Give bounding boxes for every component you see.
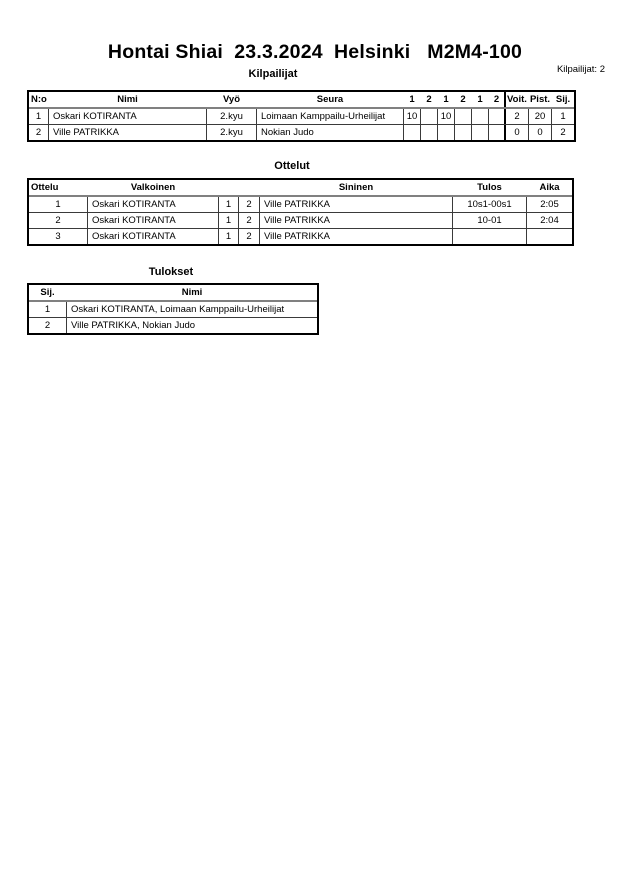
match-row bbox=[29, 197, 572, 213]
place-cell: 1 bbox=[560, 111, 566, 122]
competitor-row bbox=[29, 109, 574, 125]
score-cell bbox=[438, 125, 455, 140]
results-section-title: Tulokset bbox=[148, 266, 194, 278]
col-header-place: Sij. bbox=[555, 94, 571, 105]
result-cell: 10-01 bbox=[453, 213, 527, 228]
matches-header-row bbox=[29, 180, 572, 197]
col-header-no: N:o bbox=[31, 94, 47, 105]
competitor-belt-cell: 2.kyu bbox=[207, 109, 257, 124]
blue-number-cell: 2 bbox=[239, 229, 260, 244]
result-place-cell: 2 bbox=[29, 318, 67, 333]
competitor-row bbox=[29, 125, 574, 140]
col-header-blue-no bbox=[239, 180, 260, 195]
score-cell bbox=[489, 125, 506, 140]
competitor-number-cell: 1 bbox=[29, 109, 49, 124]
blue-number-cell: 2 bbox=[239, 213, 260, 228]
blue-name-cell: Ville PATRIKKA bbox=[260, 197, 453, 212]
wins-cell: 2 bbox=[506, 109, 529, 124]
competitor-club-cell: Loimaan Kamppailu-Urheilijat bbox=[257, 109, 404, 124]
match-number-cell: 1 bbox=[29, 197, 88, 212]
competitors-header-row bbox=[29, 92, 574, 109]
white-name-cell: Oskari KOTIRANTA bbox=[88, 213, 219, 228]
result-cell: 10s1-00s1 bbox=[453, 197, 527, 212]
score-cell bbox=[421, 125, 438, 140]
col-header-blue: Sininen bbox=[338, 182, 374, 193]
white-number-cell: 1 bbox=[219, 197, 239, 212]
col-header-match: Ottelu bbox=[31, 182, 59, 193]
competitor-number-cell: 2 bbox=[29, 125, 49, 140]
competitors-section-title: Kilpailijat bbox=[248, 68, 298, 80]
blue-number-cell: 2 bbox=[239, 197, 260, 212]
col-header-time: Aika bbox=[539, 182, 560, 193]
col-header-belt: Vyö bbox=[222, 94, 241, 105]
score-cell bbox=[404, 125, 421, 140]
match-number-cell: 2 bbox=[29, 213, 88, 228]
wins-cell: 0 bbox=[506, 125, 529, 140]
blue-name-cell: Ville PATRIKKA bbox=[260, 229, 453, 244]
col-header-score-6: 2 bbox=[489, 92, 506, 107]
results-header-row bbox=[29, 285, 317, 302]
score-cell bbox=[472, 109, 489, 124]
col-header-score-2: 2 bbox=[426, 94, 432, 105]
score-cell bbox=[489, 109, 506, 124]
matches-table bbox=[27, 178, 574, 246]
score-cell bbox=[472, 125, 489, 140]
col-header-name: Nimi bbox=[117, 94, 138, 105]
match-number-cell: 3 bbox=[29, 229, 88, 244]
white-number-cell: 1 bbox=[219, 213, 239, 228]
points-cell: 20 bbox=[529, 109, 552, 124]
match-row bbox=[29, 213, 572, 229]
result-name-cell: Ville PATRIKKA, Nokian Judo bbox=[71, 320, 196, 331]
col-header-result: Tulos bbox=[477, 182, 502, 193]
time-cell bbox=[527, 229, 572, 244]
white-name-cell: Oskari KOTIRANTA bbox=[88, 197, 219, 212]
competitor-name-cell: Oskari KOTIRANTA bbox=[49, 109, 207, 124]
competitors-count-label: Kilpailijat: 2 bbox=[556, 64, 605, 75]
col-header-name: Nimi bbox=[181, 287, 203, 298]
competitor-belt-cell: 2.kyu bbox=[207, 125, 257, 140]
white-number-cell: 1 bbox=[219, 229, 239, 244]
result-row bbox=[29, 302, 317, 318]
col-header-score-5: 1 bbox=[477, 94, 483, 105]
result-row bbox=[29, 318, 317, 333]
col-header-score-4: 2 bbox=[460, 94, 466, 105]
result-cell bbox=[453, 229, 527, 244]
result-place-cell: 1 bbox=[29, 302, 67, 317]
match-row bbox=[29, 229, 572, 244]
col-header-wins: Voit. bbox=[507, 94, 527, 105]
col-header-white: Valkoinen bbox=[130, 182, 176, 193]
score-cell bbox=[421, 109, 438, 124]
time-cell: 2:04 bbox=[540, 215, 559, 226]
competitors-table bbox=[27, 90, 576, 142]
matches-section-title: Ottelut bbox=[274, 160, 310, 172]
result-name-cell: Oskari KOTIRANTA, Loimaan Kamppailu-Urheilijat bbox=[71, 304, 285, 315]
results-table bbox=[27, 283, 319, 335]
score-cell: 10 bbox=[438, 109, 455, 124]
page-title: Hontai Shiai 23.3.2024 Helsinki M2M4-100 bbox=[107, 41, 523, 63]
blue-name-cell: Ville PATRIKKA bbox=[260, 213, 453, 228]
col-header-score-3: 1 bbox=[443, 94, 449, 105]
col-header-club: Seura bbox=[316, 94, 344, 105]
col-header-place: Sij. bbox=[40, 287, 55, 298]
col-header-score-1: 1 bbox=[409, 94, 415, 105]
score-cell bbox=[455, 125, 472, 140]
place-cell: 2 bbox=[560, 127, 566, 138]
score-cell: 10 bbox=[404, 109, 421, 124]
score-cell bbox=[455, 109, 472, 124]
competitor-name-cell: Ville PATRIKKA bbox=[49, 125, 207, 140]
points-cell: 0 bbox=[529, 125, 552, 140]
white-name-cell: Oskari KOTIRANTA bbox=[88, 229, 219, 244]
time-cell: 2:05 bbox=[540, 199, 559, 210]
col-header-white-no bbox=[219, 180, 239, 195]
col-header-points: Pist. bbox=[529, 94, 551, 105]
competitor-club-cell: Nokian Judo bbox=[257, 125, 404, 140]
